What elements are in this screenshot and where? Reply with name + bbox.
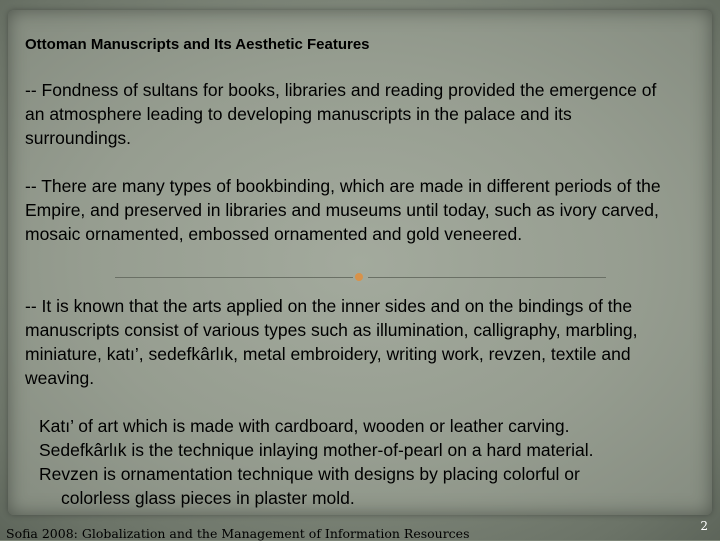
definition-sedefkarlik: Sedefkârlık is the technique inlaying mother-of-pearl on a hard material. (39, 440, 594, 460)
definitions-block (39, 414, 699, 510)
divider-line-left (115, 277, 353, 278)
slide-title: Ottoman Manuscripts and Its Aesthetic Features (25, 36, 370, 53)
paragraph-fondness: -- Fondness of sultans for books, libraries and reading provided the emergence of an atmosphere leading to developing manuscripts in the palace and its surroundings. (25, 80, 657, 148)
definition-revzen: Revzen is ornamentation technique with designs by placing colorful or (39, 464, 580, 484)
footer-text: Sofia 2008: Globalization and the Management of Information Resources (6, 526, 470, 541)
definition-kati: Katı’ of art which is made with cardboard, wooden or leather carving. (39, 416, 570, 436)
paragraph-arts: -- It is known that the arts applied on the inner sides and on the bindings of the manuscripts consist of various types such as illumination, calligraphy, marbling, miniature, katı’, sedefkârlık, metal embroidery, writing work, revzen, textile and weaving. (25, 296, 638, 388)
divider-dot (355, 273, 363, 281)
page-number: 2 (700, 519, 708, 533)
definition-revzen-continued: colorless glass pieces in plaster mold. (61, 488, 355, 508)
divider-line-right (368, 277, 606, 278)
paragraph-bookbinding: -- There are many types of bookbinding, which are made in different periods of the Empire, and preserved in libraries and museums until today, such as ivory carved, mosaic ornamented, embossed ornamented and gold veneered. (25, 176, 661, 244)
